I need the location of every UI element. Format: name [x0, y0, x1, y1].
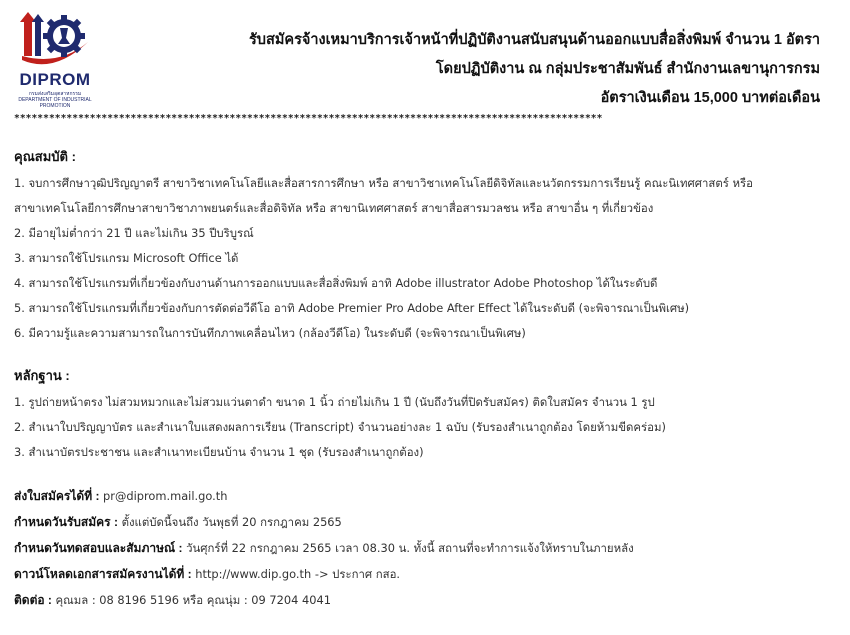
download-link[interactable]: http://www.dip.go.th -> ประกาศ กสอ. [191, 567, 401, 581]
logo-subtitle-th: กรมส่งเสริมอุตสาหกรรม [28, 91, 82, 97]
row-label: กำหนดวันทดสอบและสัมภาษณ์ : [14, 541, 183, 555]
row-value: ตั้งแต่บัดนี้จนถึง วันพุธที่ 20 กรกฎาคม 2565 [117, 515, 342, 529]
list-item: 1. จบการศึกษาวุฒิปริญญาตรี สาขาวิชาเทคโนโลยีและสื่อสารการศึกษา หรือ สาขาวิชาเทคโนโลยีดิจิทัลและนวัตกรรมการเรียนรู้ คณะนิเทศศาสตร์ หรือ [14, 176, 753, 190]
submit-email-row [14, 483, 634, 509]
download-row [14, 561, 634, 587]
logo-subtitle [14, 91, 96, 109]
row-label: ส่งใบสมัครได้ที่ : [14, 489, 100, 503]
interview-date-row [14, 535, 634, 561]
logo-name: DIPROM [19, 70, 91, 89]
row-value: คุณมล : 08 8196 5196 หรือ คุณนุ่ม : 09 7204 4041 [51, 593, 331, 607]
list-item: 4. สามารถใช้โปรแกรมที่เกี่ยวข้องกับงานด้านการออกแบบและสื่อสิ่งพิมพ์ อาทิ Adobe illustrator Adobe Photoshop ได้ในระดับดี [14, 276, 658, 290]
documents-section [14, 365, 666, 465]
announcement-header [180, 26, 820, 113]
qualifications-section [14, 146, 753, 346]
diprom-logo [14, 8, 96, 109]
row-label: กำหนดวันรับสมัคร : [14, 515, 118, 529]
list-item: สาขาเทคโนโลยีการศึกษาสาขาวิชาภาพยนตร์และสื่อดิจิทัล หรือ สาขานิเทศศาสตร์ สาขาสื่อสารมวลชน หรือ สาขาอื่น ๆ ที่เกี่ยวข้อง [14, 201, 654, 215]
asterisk-divider: ***************************************************************************************************** [14, 113, 603, 124]
qualifications-title: คุณสมบัติ : [14, 149, 76, 164]
documents-list [14, 390, 666, 465]
contact-phone-row [14, 587, 634, 613]
list-item: 2. สำเนาใบปริญญาบัตร และสำเนาใบแสดงผลการเรียน (Transcript) จำนวนอย่างละ 1 ฉบับ (รับรองสำเนาถูกต้อง โดยห้ามขีดคร่อม) [14, 420, 666, 434]
diprom-emblem-icon [14, 8, 96, 70]
application-info [14, 483, 634, 613]
list-item: 3. สำเนาบัตรประชาชน และสำเนาทะเบียนบ้าน จำนวน 1 ชุด (รับรองสำเนาถูกต้อง) [14, 445, 424, 459]
documents-title: หลักฐาน : [14, 368, 70, 383]
list-item: 3. สามารถใช้โปรแกรม Microsoft Office ได้ [14, 251, 239, 265]
list-item: 2. มีอายุไม่ต่ำกว่า 21 ปี และไม่เกิน 35 ปีบริบูรณ์ [14, 226, 254, 240]
list-item: 5. สามารถใช้โปรแกรมที่เกี่ยวข้องกับการตัดต่อวีดีโอ อาทิ Adobe Premier Pro Adobe After Effect ได้ในระดับดี (จะพิจารณาเป็นพิเศษ) [14, 301, 690, 315]
row-label: ติดต่อ : [14, 593, 52, 607]
qualifications-list [14, 171, 753, 346]
header-salary-line: อัตราเงินเดือน 15,000 บาทต่อเดือน [600, 90, 820, 106]
header-title-line1: รับสมัครจ้างเหมาบริการเจ้าหน้าที่ปฏิบัติงานสนับสนุนด้านออกแบบสื่อสิ่งพิมพ์ จำนวน 1 อัตรา [248, 32, 820, 48]
row-value: วันศุกร์ที่ 22 กรกฎาคม 2565 เวลา 08.30 น. ทั้งนี้ สถานที่จะทำการแจ้งให้ทราบในภายหลัง [182, 541, 634, 555]
list-item: 6. มีความรู้และความสามารถในการบันทึกภาพเคลื่อนไหว (กล้องวีดีโอ) ในระดับดี (จะพิจารณาเป็นพิเศษ) [14, 326, 526, 340]
application-period-row [14, 509, 634, 535]
row-label: ดาวน์โหลดเอกสารสมัครงานได้ที่ : [14, 567, 192, 581]
logo-subtitle-en: DEPARTMENT OF INDUSTRIAL PROMOTION [18, 97, 92, 109]
submit-email-link[interactable]: pr@diprom.mail.go.th [99, 489, 228, 503]
list-item: 1. รูปถ่ายหน้าตรง ไม่สวมหมวกและไม่สวมแว่นตาดำ ขนาด 1 นิ้ว ถ่ายไม่เกิน 1 ปี (นับถึงวันที่ปิดรับสมัคร) ติดใบสมัคร จำนวน 1 รูป [14, 395, 655, 409]
header-title-line2: โดยปฏิบัติงาน ณ กลุ่มประชาสัมพันธ์ สำนักงานเลขานุการกรม [435, 61, 820, 77]
